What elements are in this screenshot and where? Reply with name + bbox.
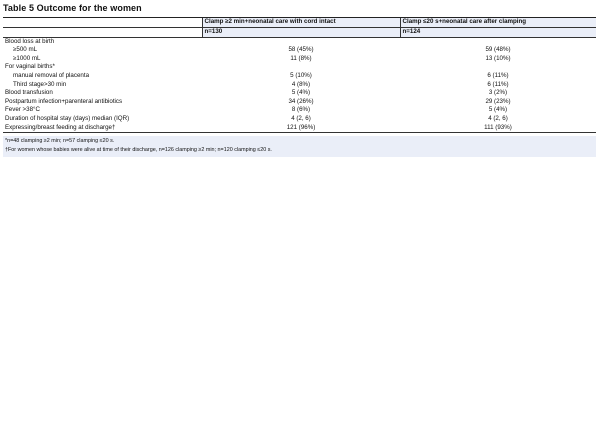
table-row	[3, 115, 596, 124]
row-value-clamp-20s: 111 (93%)	[400, 124, 596, 133]
table-row	[3, 124, 596, 133]
table-row	[3, 98, 596, 107]
row-value-clamp-2min: 4 (8%)	[291, 80, 311, 88]
row-value-clamp-2min: 4 (2, 6)	[291, 114, 311, 122]
row-value-clamp-20s: 29 (23%)	[485, 97, 511, 105]
header-blank-cell	[3, 18, 202, 28]
row-value-clamp-20s	[400, 63, 596, 72]
table-row	[3, 89, 596, 98]
row-value-clamp-2min: 121 (96%)	[202, 124, 400, 133]
footnote-discharge: †For women whose babies were alive at time of their discharge, n=126 clamping ≥2 min; n=120 clamping ≤20 s.	[5, 147, 272, 153]
row-value-clamp-2min: 5 (4%)	[291, 89, 311, 97]
table-row	[3, 55, 596, 64]
row-value-clamp-20s	[400, 37, 596, 46]
footnotes	[3, 136, 596, 157]
row-value-clamp-2min: 5 (10%)	[290, 71, 312, 79]
row-value-clamp-20s: 59 (48%)	[485, 46, 511, 54]
outcome-table	[3, 17, 596, 133]
row-value-clamp-20s: 6 (11%)	[487, 71, 509, 79]
table-body	[3, 37, 596, 133]
row-value-clamp-2min: 11 (8%)	[290, 54, 312, 62]
row-value-clamp-20s: 5 (4%)	[488, 106, 508, 114]
row-label: For vaginal births*	[5, 63, 55, 71]
table-caption: Table 5 Outcome for the women	[3, 3, 142, 13]
row-label: Duration of hospital stay (days) median (IQR)	[5, 114, 130, 122]
row-label: ≥1000 mL	[13, 54, 41, 62]
n-row	[3, 28, 596, 38]
row-value-clamp-20s: 6 (11%)	[487, 80, 509, 88]
table-row	[3, 46, 596, 55]
header-row	[3, 18, 596, 28]
column-header-clamp-2min: Clamp ≥2 min+neonatal care with cord intact	[202, 18, 400, 28]
row-label: Blood transfusion	[5, 89, 53, 97]
row-value-clamp-20s: 3 (2%)	[488, 89, 508, 97]
table-row	[3, 37, 596, 46]
row-value-clamp-20s: 13 (10%)	[485, 54, 511, 62]
row-value-clamp-2min	[202, 63, 400, 72]
row-label: Blood loss at birth	[5, 37, 55, 45]
row-label: ≥500 mL	[13, 46, 38, 54]
row-label: Expressing/breast feeding at discharge†	[3, 124, 202, 133]
row-value-clamp-2min: 8 (6%)	[291, 106, 311, 114]
row-label: Fever >38°C	[5, 106, 40, 114]
table-row	[3, 106, 596, 115]
row-label: Third stage>30 min	[13, 80, 67, 88]
column-header-clamp-20s: Clamp ≤20 s+neonatal care after clamping	[400, 18, 596, 28]
row-value-clamp-20s: 4 (2, 6)	[488, 114, 508, 122]
table-row	[3, 72, 596, 81]
row-value-clamp-2min: 58 (45%)	[288, 46, 314, 54]
column-n-clamp-2min: n=130	[202, 28, 400, 38]
table-row	[3, 63, 596, 72]
n-blank-cell	[3, 28, 202, 38]
column-n-clamp-20s: n=124	[400, 28, 596, 38]
row-value-clamp-2min	[202, 37, 400, 46]
row-value-clamp-2min: 34 (26%)	[288, 97, 314, 105]
row-label: manual removal of placenta	[13, 71, 90, 79]
table-row	[3, 81, 596, 90]
footnote-vaginal-births: *n=48 clamping ≥2 min; n=57 clamping ≤20 s.	[5, 138, 115, 144]
row-label: Postpartum infection+parenteral antibiotics	[5, 97, 123, 105]
